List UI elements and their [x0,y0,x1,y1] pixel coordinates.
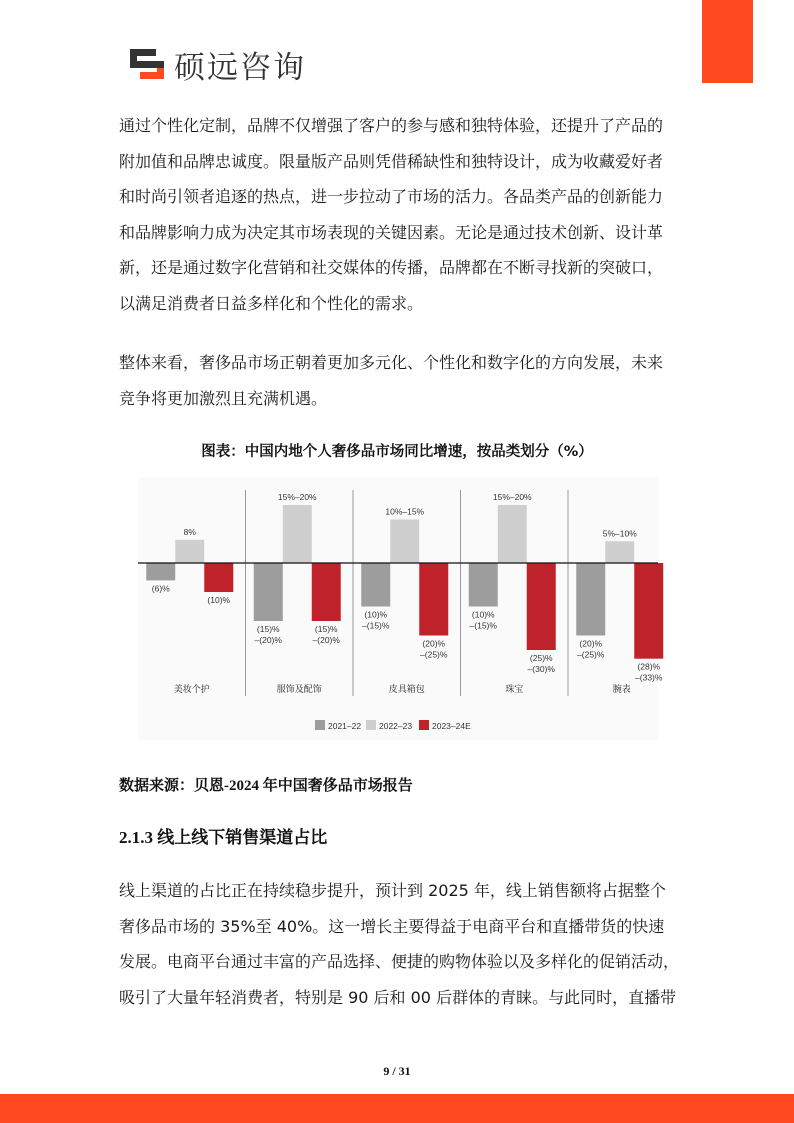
legend-swatch [315,720,325,730]
legend-label: 2023–24E [432,721,471,731]
paragraph-line: 奢侈品市场的 35%至 40%。这一增长主要得益于电商平台和直播带货的快速 [119,916,665,936]
growth-bar-chart [138,478,663,740]
legend-swatch [366,720,376,730]
bar-2023–24E-皮具箱包 [419,563,448,636]
bar-2021–22-皮具箱包 [361,563,390,607]
legend-label: 2021–22 [328,721,362,731]
paragraph-line: 新，还是通过数字化营销和社交媒体的传播，品牌都在不断寻找新的突破口， [119,258,664,277]
data-label: 10%–15% [385,506,425,517]
data-label: 15%–20% [277,492,317,502]
data-label: (10)% [207,595,231,605]
data-label: (15)% [314,624,338,634]
data-label: (15)% [256,624,280,634]
bar-2022–23-珠宝 [498,505,527,563]
paragraph-line: 线上渠道的占比正在持续稳步提升，预计到 2025 年，线上销售额将占据整个 [119,881,666,900]
paragraph-line: 吸引了大量年轻消费者，特别是 90 后和 00 后群体的青睐。与此同时，直播带 [119,987,677,1007]
bar-2023–24E-服饰及配饰 [312,563,341,621]
bar-2022–23-皮具箱包 [390,520,419,564]
data-label: (20)% [579,638,603,649]
paragraph-line: 附加值和品牌忠诚度。限量版产品则凭借稀缺性和独特设计，成为收藏爱好者 [119,151,664,171]
data-label: –(30)% [527,664,555,674]
data-source: 数据来源：贝恩-2024 年中国奢侈品市场报告 [119,778,413,794]
data-label: –(15)% [469,620,497,631]
data-label: –(20)% [312,635,340,645]
bar-2021–22-珠宝 [469,563,498,607]
data-label: (10)% [471,609,495,620]
paragraph-3 [119,873,679,1015]
category-label: 腕表 [612,685,631,695]
data-label: –(15)% [362,620,390,631]
paragraph-line: 整体来看，奢侈品市场正朝着更加多元化、个性化和数字化的方向发展，未来 [119,353,664,372]
section-heading: 2.1.3 线上线下销售渠道占比 [119,828,328,847]
legend-label: 2022–23 [379,721,413,731]
bar-2022–23-美妆个护 [175,540,204,563]
bar-2021–22-服饰及配饰 [254,563,283,621]
data-label: (25)% [529,653,553,663]
data-label: (20)% [422,638,446,649]
paragraph-line: 和时尚引领者追逐的热点，进一步拉动了市场的活力。各品类产品的创新能力 [119,187,664,206]
data-label: 5%–10% [602,528,637,539]
category-label: 皮具箱包 [388,685,425,695]
category-label: 珠宝 [505,685,524,695]
paragraph-line: 以满足消费者日益多样化和个性化的需求。 [119,293,424,313]
page-number: 9 / 31 [383,1064,411,1078]
data-label: (28)% [637,661,661,672]
data-label: –(25)% [420,649,448,660]
footer-accent-bar [0,1094,794,1123]
paragraph-line: 通过个性化定制，品牌不仅增强了客户的参与感和独特体验，还提升了产品的 [119,116,664,135]
paragraph-2 [119,345,679,416]
paragraph-1 [119,108,679,321]
category-label: 美妆个护 [173,685,210,695]
data-label: (10)% [364,609,388,620]
brand-logo [128,44,306,84]
bar-2023–24E-美妆个护 [204,563,233,592]
paragraph-line: 竞争将更加激烈且充满机遇。 [119,388,328,408]
brand-name: 硕远咨询 [174,49,306,86]
chart-canvas [138,478,663,740]
figure-title: 图表：中国内地个人奢侈品市场同比增速，按品类划分（%） [201,444,593,460]
brand-logo-icon [128,47,166,81]
data-label: –(20)% [254,635,282,645]
paragraph-line: 和品牌影响力成为决定其市场表现的关键因素。无论是通过技术创新、设计革 [119,222,664,242]
data-label: (6)% [151,583,170,594]
data-label: –(25)% [577,649,605,660]
bar-2023–24E-珠宝 [527,563,556,650]
bar-2021–22-腕表 [576,563,605,636]
legend-swatch [419,720,429,730]
bar-2022–23-腕表 [605,541,634,563]
data-label: –(33)% [635,672,663,683]
bar-2022–23-服饰及配饰 [283,505,312,563]
category-label: 服饰及配饰 [276,685,322,695]
data-label: 15%–20% [492,492,532,502]
bar-2023–24E-腕表 [634,563,663,659]
data-label: 8% [183,526,196,537]
bar-2021–22-美妆个护 [146,563,175,580]
paragraph-line: 发展。电商平台通过丰富的产品选择、便捷的购物体验以及多样化的促销活动， [119,952,680,971]
header-accent-block [702,0,753,83]
